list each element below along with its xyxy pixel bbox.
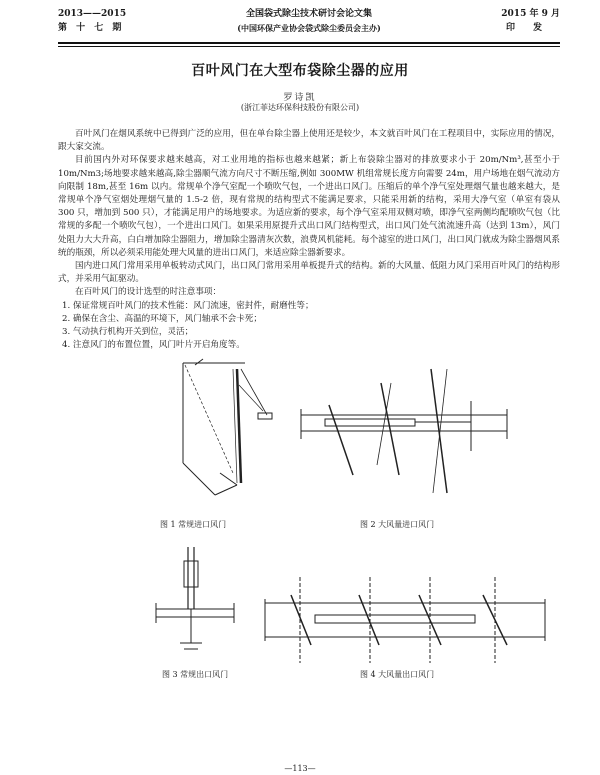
header-journal: 全国袋式除尘技术研讨会论文集 <box>245 9 372 19</box>
figure-3-caption: 图 3 常规出口风门 <box>162 670 229 679</box>
article-title: 百叶风门在大型布袋除尘器的应用 <box>191 63 409 79</box>
header-date: 2015 年 9 月 <box>501 9 560 19</box>
header-years: 2013——2015 <box>58 9 127 19</box>
paragraph: 在百叶风门的设计选型的时注意事项： <box>75 287 222 298</box>
list-item: 2. 确保在含尘、高温的环境下，风门轴承不会卡死； <box>62 313 262 324</box>
list-item: 1. 保证常规百叶风门的技术性能：风门流速，密封件，耐磨性等； <box>62 300 314 311</box>
figure-1-drawing <box>175 355 280 515</box>
header-issue: 第 十 七 期 <box>58 23 125 33</box>
paragraph: 百叶风门在烟风系统中已得到广泛的应用，但在单台除尘器上使用还是较少，本文就百叶风门在工程项目中，实际应用的情况，跟大家交流。 <box>58 129 560 153</box>
figure-3-drawing <box>150 545 240 665</box>
figure-1-caption: 图 1 常规进口风门 <box>160 520 227 529</box>
paragraph: 目前国内外对环保要求越来越高，对工业用地的指标也越来越紧；新上布袋除尘器对的排放要求小于 20m/Nm³,甚至小于 10m/Nm3;场地要求越来越高,除尘器顺气流方向尺寸不断压缩,例如 300MW 机组常规长度方向需要 24m，用户场地在烟气流动方向限制 18m,甚至 16m 以内。常规单个净气室配一个喷吹气包，一个进出口风门。压缩后的单个净气室处理烟气量也越来越大，是常规单个净气室烟处理烟气量的 1.5-2 倍，现有常规的结构型式不能满足要求，只能采用新的结构，采用大净气室（单室有袋从 300 只，增加到 500 只），才能满足用户的场地要求。为适应新的要求，每个净气室采用双侧对喷，即净气室两侧均配喷吹气包（比常规的多配一个喷吹气包），一个进出口风门。如果采用原提升式出口风门结构型式，出口风门处气流流速升高（达到 13m），风门处阻力大大升高，白白增加除尘器阻力，增加除尘器清灰次数，浪费风机能耗。每个滤室的进口风门，出口风门就成为除尘器烟风系统的瓶颈，所以必须采用能处理大风量的进出口风门，来适应除尘器新要求。 <box>58 155 560 258</box>
page-header <box>58 8 560 42</box>
header-organizer: (中国环保产业协会袋式除尘委员会主办) <box>237 23 381 33</box>
list-item: 3. 气动执行机构开关到位，灵活； <box>62 327 194 338</box>
page-number: —113— <box>284 764 316 773</box>
figure-2-caption: 图 2 大风量进口风门 <box>360 520 435 529</box>
paragraph: 国内进口风门常用采用单板转动式风门，出口风门常用采用单板提升式的结构。新的大风量、低阻力风门采用百叶风门的结构形式，并采用气缸驱动。 <box>58 261 560 285</box>
figure-2-drawing <box>295 355 515 515</box>
author: 罗诗凯 <box>283 93 317 103</box>
figure-4-caption: 图 4 大风量出口风门 <box>360 670 435 679</box>
figure-4-drawing <box>255 575 550 665</box>
header-rule-thin <box>58 46 560 47</box>
list-item: 4. 注意风门的布置位置，风门叶片开启角度等。 <box>62 340 245 351</box>
affiliation: (浙江菲达环保科技股份有限公司) <box>240 103 360 112</box>
header-rule <box>58 42 560 44</box>
article-body <box>58 128 560 352</box>
header-print: 印发 <box>505 23 560 33</box>
